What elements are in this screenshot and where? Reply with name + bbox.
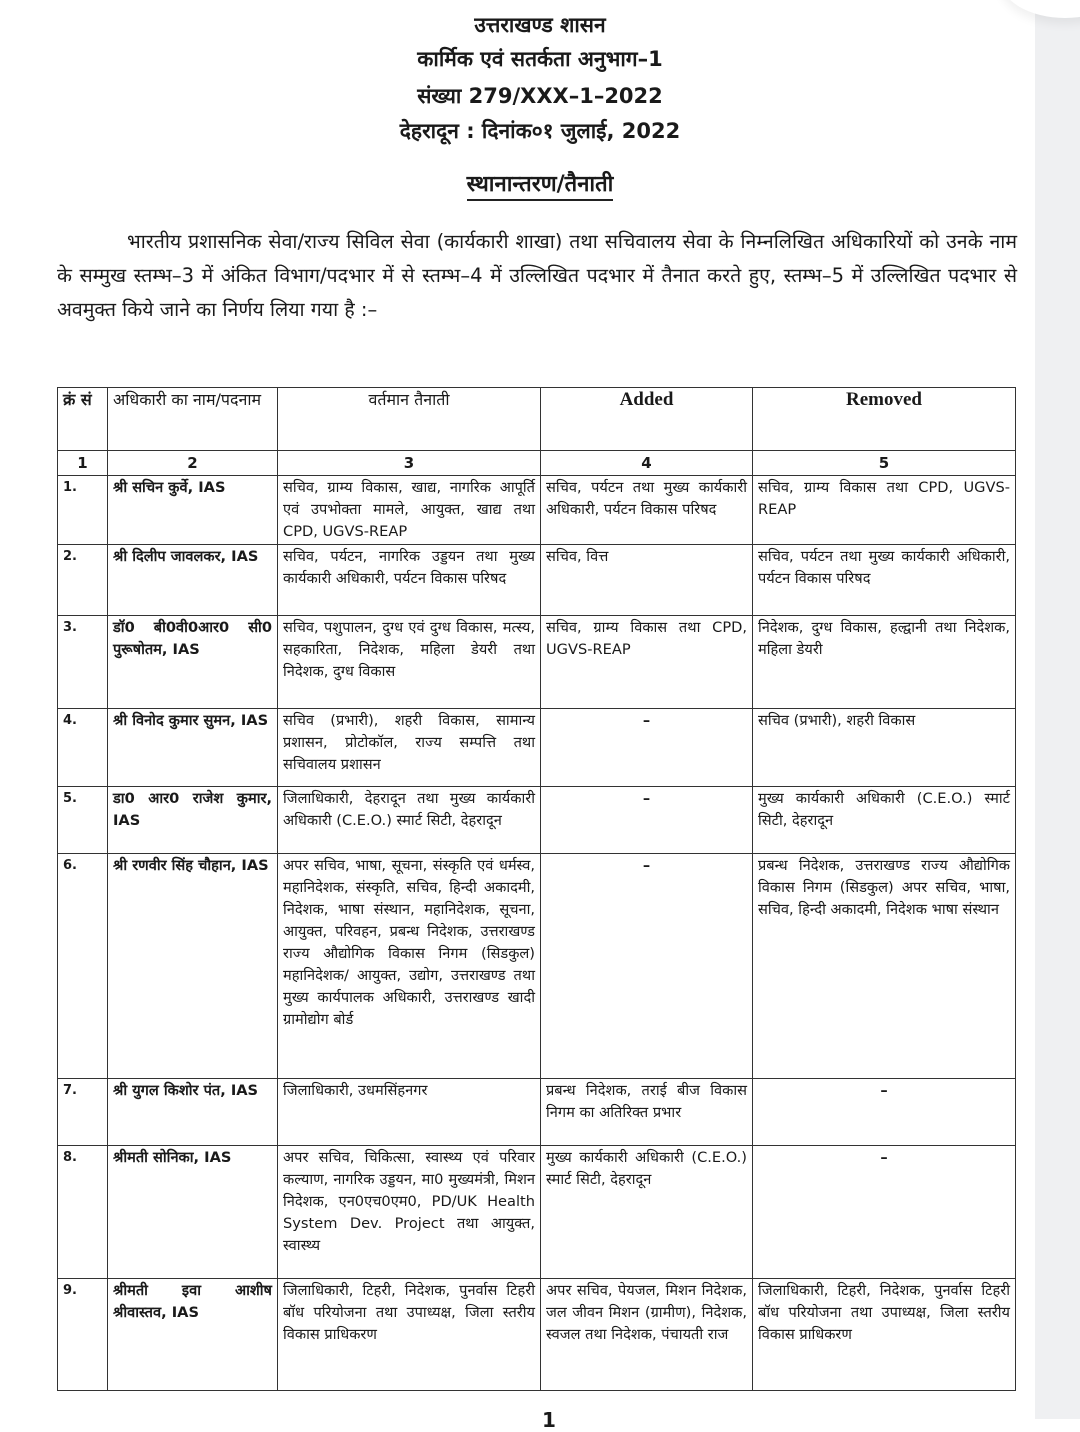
added-posting: मुख्य कार्यकारी अधिकारी (C.E.O.) स्मार्ट सिटी, देहरादून [541, 1146, 753, 1279]
serial-number: 2. [58, 545, 108, 616]
officer-name: श्री दिलीप जावलकर, IAS [108, 545, 278, 616]
table-row [58, 616, 1016, 709]
current-posting: सचिव, पर्यटन, नागरिक उड्डयन तथा मुख्य कार्यकारी अधिकारी, पर्यटन विकास परिषद [278, 545, 541, 616]
serial-number: 6. [58, 854, 108, 1079]
order-subject: स्थानान्तरण/तैनाती [0, 168, 1080, 198]
serial-number: 4. [58, 709, 108, 787]
current-posting: जिलाधिकारी, उधमसिंहनगर [278, 1079, 541, 1146]
page-number: 1 [542, 1408, 556, 1432]
table-row [58, 1279, 1016, 1391]
table-row [58, 1146, 1016, 1279]
current-posting: जिलाधिकारी, देहरादून तथा मुख्य कार्यकारी अधिकारी (C.E.O.) स्मार्ट सिटी, देहरादून [278, 787, 541, 854]
header-added: Added [541, 388, 753, 451]
added-posting: प्रबन्ध निदेशक, तराई बीज विकास निगम का अतिरिक्त प्रभार [541, 1079, 753, 1146]
current-posting: सचिव, ग्राम्य विकास, खाद्य, नागरिक आपूर्ति एवं उपभोक्ता मामले, आयुक्त, खाद्य तथा CPD, UGVS-REAP [278, 476, 541, 545]
added-posting: अपर सचिव, पेयजल, मिशन निदेशक, जल जीवन मिशन (ग्रामीण), निदेशक, स्वजल तथा निदेशक, पंचायती राज [541, 1279, 753, 1391]
officer-name: श्रीमती इवा आशीष श्रीवास्तव, IAS [108, 1279, 278, 1391]
officer-name: श्रीमती सोनिका, IAS [108, 1146, 278, 1279]
removed-posting: सचिव, ग्राम्य विकास तथा CPD, UGVS-REAP [753, 476, 1016, 545]
serial-number: 3. [58, 616, 108, 709]
viewer-side-strip [1035, 0, 1080, 1419]
removed-posting: जिलाधिकारी, टिहरी, निदेशक, पुनर्वास टिहरी बॉध परियोजना तथा उपाध्यक्ष, जिला स्तरीय विकास प्राधिकरण [753, 1279, 1016, 1391]
table-row [58, 545, 1016, 616]
current-posting: जिलाधिकारी, टिहरी, निदेशक, पुनर्वास टिहरी बॉध परियोजना तथा उपाध्यक्ष, जिला स्तरीय विकास प्राधिकरण [278, 1279, 541, 1391]
order-number: संख्या 279/XXX–1–2022 [417, 84, 663, 108]
column-number: 5 [753, 451, 1016, 476]
current-posting: अपर सचिव, भाषा, सूचना, संस्कृति एवं धर्मस्व, महानिदेशक, संस्कृति, सचिव, हिन्दी अकादमी, निदेशक, भाषा संस्थान, महानिदेशक, सूचना, आयुक्त, परिवहन, प्रबन्ध निदेशक, उत्तराखण्ड राज्य औद्योगिक विकास निगम (सिडकुल) महानिदेशक/ आयुक्त, उद्योग, उत्तराखण्ड तथा मुख्य कार्यपालक अधिकारी, उत्तराखण्ड खादी ग्रामोद्योग बोर्ड [278, 854, 541, 1079]
order-paragraph: भारतीय प्रशासनिक सेवा/राज्य सिविल सेवा (कार्यकारी शाखा) तथा सचिवालय सेवा के निम्नलिखित अधिकारियों को उनके नाम के सम्मुख स्तम्भ–3 में अंकित विभाग/पदभार में से स्तम्भ–4 में उल्लिखित पदभार में तैनात करते हुए, स्तम्भ–5 में उल्लिखित पदभार से अवमुक्त किये जाने का निर्णय लिया गया है :– [57, 230, 1017, 321]
removed-posting: सचिव, पर्यटन तथा मुख्य कार्यकारी अधिकारी, पर्यटन विकास परिषद [753, 545, 1016, 616]
officer-name: श्री विनोद कुमार सुमन, IAS [108, 709, 278, 787]
removed-posting: मुख्य कार्यकारी अधिकारी (C.E.O.) स्मार्ट सिटी, देहरादून [753, 787, 1016, 854]
added-posting: सचिव, पर्यटन तथा मुख्य कार्यकारी अधिकारी, पर्यटन विकास परिषद [541, 476, 753, 545]
officer-name: श्री रणवीर सिंह चौहान, IAS [108, 854, 278, 1079]
table-header-row [58, 388, 1016, 451]
table-row [58, 476, 1016, 545]
column-number: 1 [58, 451, 108, 476]
header-current-posting: वर्तमान तैनाती [278, 388, 541, 451]
current-posting: सचिव (प्रभारी), शहरी विकास, सामान्य प्रशासन, प्रोटोकॉल, राज्य सम्पत्ति तथा सचिवालय प्रशासन [278, 709, 541, 787]
current-posting: अपर सचिव, चिकित्सा, स्वास्थ्य एवं परिवार कल्याण, नागरिक उड्डयन, मा0 मुख्यमंत्री, मिशन निदेशक, एन0एच0एम0, PD/UK Health System Dev. Project तथा आयुक्त, स्वास्थ्य [278, 1146, 541, 1279]
removed-posting: – [753, 1079, 1016, 1146]
removed-posting: निदेशक, दुग्ध विकास, हल्द्वानी तथा निदेशक, महिला डेयरी [753, 616, 1016, 709]
column-number: 3 [278, 451, 541, 476]
current-posting: सचिव, पशुपालन, दुग्ध एवं दुग्ध विकास, मत्स्य, सहकारिता, निदेशक, महिला डेयरी तथा निदेशक, दुग्ध विकास [278, 616, 541, 709]
removed-posting: प्रबन्ध निदेशक, उत्तराखण्ड राज्य औद्योगिक विकास निगम (सिडकुल) अपर सचिव, भाषा, सचिव, हिन्दी अकादमी, निदेशक भाषा संस्थान [753, 854, 1016, 1079]
table-row [58, 854, 1016, 1079]
serial-number: 5. [58, 787, 108, 854]
added-posting: – [541, 787, 753, 854]
govt-name: उत्तराखण्ड शासन [474, 13, 606, 37]
header-removed: Removed [753, 388, 1016, 451]
officer-name: श्री युगल किशोर पंत, IAS [108, 1079, 278, 1146]
officer-name: डा0 आर0 राजेश कुमार, IAS [108, 787, 278, 854]
serial-number: 8. [58, 1146, 108, 1279]
table-row [58, 1079, 1016, 1146]
order-date: देहरादून : दिनांक०१ जुलाई, 2022 [399, 119, 681, 143]
added-posting: सचिव, वित्त [541, 545, 753, 616]
table-row [58, 787, 1016, 854]
header-serial: क्रं सं [58, 388, 108, 451]
removed-posting: सचिव (प्रभारी), शहरी विकास [753, 709, 1016, 787]
department-section: कार्मिक एवं सतर्कता अनुभाग–1 [417, 47, 663, 71]
added-posting: सचिव, ग्राम्य विकास तथा CPD, UGVS-REAP [541, 616, 753, 709]
serial-number: 9. [58, 1279, 108, 1391]
officer-name: डॉ0 बी0वी0आर0 सी0 पुरूषोतम, IAS [108, 616, 278, 709]
transfer-table [57, 387, 1016, 1391]
serial-number: 1. [58, 476, 108, 545]
column-number-row [58, 451, 1016, 476]
table-row [58, 709, 1016, 787]
officer-name: श्री सचिन कुर्वे, IAS [108, 476, 278, 545]
added-posting: – [541, 854, 753, 1079]
added-posting: – [541, 709, 753, 787]
serial-number: 7. [58, 1079, 108, 1146]
column-number: 4 [541, 451, 753, 476]
header-officer-name: अधिकारी का नाम/पदनाम [108, 388, 278, 451]
removed-posting: – [753, 1146, 1016, 1279]
column-number: 2 [108, 451, 278, 476]
